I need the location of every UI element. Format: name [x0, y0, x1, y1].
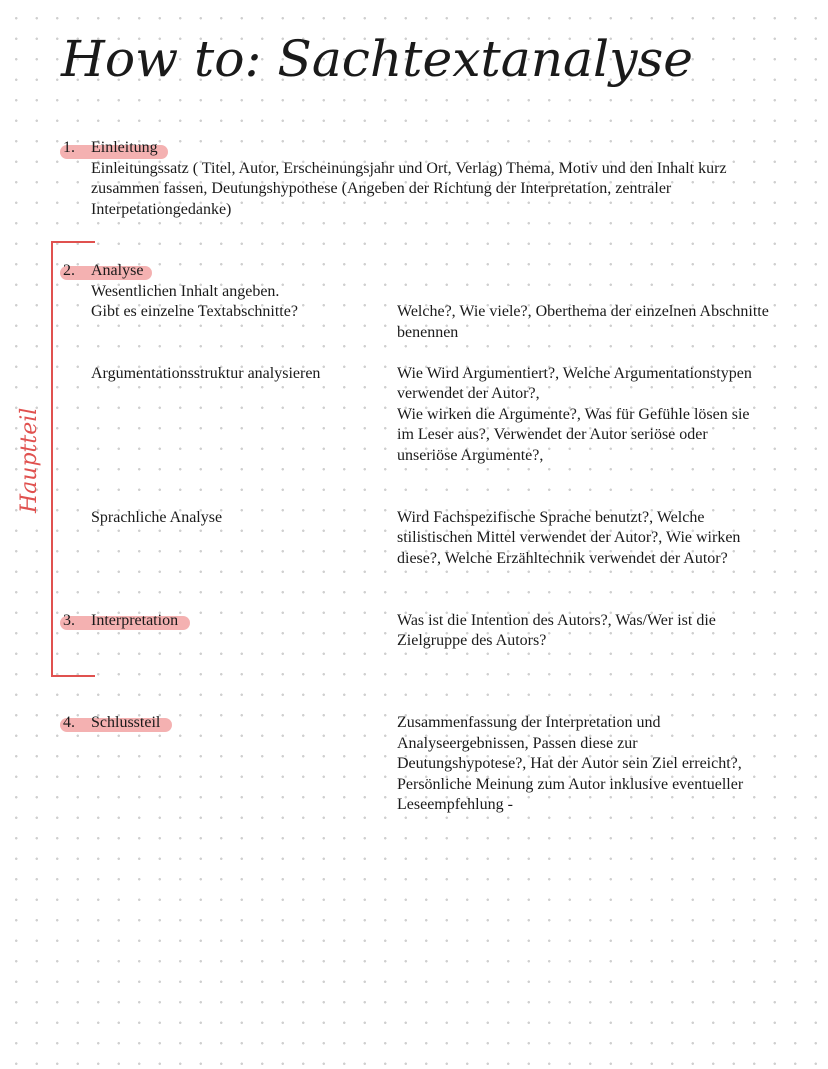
section-number: 4. — [63, 714, 75, 731]
analyse-row-right-line: Welche?, Wie viele?, Oberthema der einzelnen Abschnitte — [397, 303, 769, 320]
analyse-intro: Wesentlichen Inhalt angeben. — [91, 283, 280, 300]
analyse-row-right-line: stilistischen Mittel verwendet der Autor?, Wie wirken — [397, 529, 741, 546]
analyse-row-right-line: benennen — [397, 324, 459, 341]
einleitung-line-1: Einleitungssatz ( Titel, Autor, Erscheinungsjahr und Ort, Verlag) Thema, Motiv und den Inhalt kurz — [91, 160, 727, 177]
schlussteil-right-line: Leseempfehlung - — [397, 796, 513, 813]
analyse-row-right-line: diese?, Welche Erzähltechnik verwendet der Autor? — [397, 550, 728, 567]
interpretation-right-line: Zielgruppe des Autors? — [397, 632, 547, 649]
section-heading-interpretation: Interpretation — [91, 612, 179, 629]
analyse-row-left-textabschnitte: Gibt es einzelne Textabschnitte? — [91, 303, 298, 320]
analyse-row-left-argumentation: Argumentationsstruktur analysieren — [91, 365, 321, 382]
analyse-row-left-sprache: Sprachliche Analyse — [91, 509, 223, 526]
schlussteil-right-line: Deutungshypotese?, Hat der Autor sein Ziel erreicht?, — [397, 755, 742, 772]
section-number: 2. — [63, 262, 75, 279]
analyse-row-right-line: unseriöse Argumente?, — [397, 447, 544, 464]
analyse-row-right-line: Wie Wird Argumentiert?, Welche Argumentationstypen — [397, 365, 752, 382]
analyse-row-right-line: Wird Fachspezifische Sprache benutzt?, Welche — [397, 509, 705, 526]
schlussteil-right-line: Analyseergebnissen, Passen diese zur — [397, 735, 638, 752]
hauptteil-label — [0, 385, 50, 525]
section-number: 1. — [63, 139, 75, 156]
section-heading-schlussteil: Schlussteil — [91, 714, 161, 731]
schlussteil-right-line: Zusammenfassung der Interpretation und — [397, 714, 661, 731]
hauptteil-label-text: Hauptteil — [17, 407, 42, 513]
interpretation-right-line: Was ist die Intention des Autors?, Was/Wer ist die — [397, 612, 716, 629]
section-heading-analyse: Analyse — [91, 262, 144, 279]
analyse-row-right-line: verwendet der Autor?, — [397, 385, 540, 402]
analyse-row-right-line: Wie wirken die Argumente?, Was für Gefühle lösen sie — [397, 406, 750, 423]
schlussteil-right-line: Persönliche Meinung zum Autor inklusive eventueller — [397, 776, 744, 793]
page-title-text: How to: Sachtextanalyse — [59, 30, 693, 88]
section-number: 3. — [63, 612, 75, 629]
page-title — [55, 18, 715, 108]
section-heading-einleitung: Einleitung — [91, 139, 158, 156]
analyse-row-right-line: im Leser aus?, Verwendet der Autor seriöse oder — [397, 426, 708, 443]
einleitung-line-2: zusammen fassen, Deutungshypothese (Angeben der Richtung der Interpretation, zentraler — [91, 180, 672, 197]
einleitung-line-3: Interpetationgedanke) — [91, 201, 232, 218]
